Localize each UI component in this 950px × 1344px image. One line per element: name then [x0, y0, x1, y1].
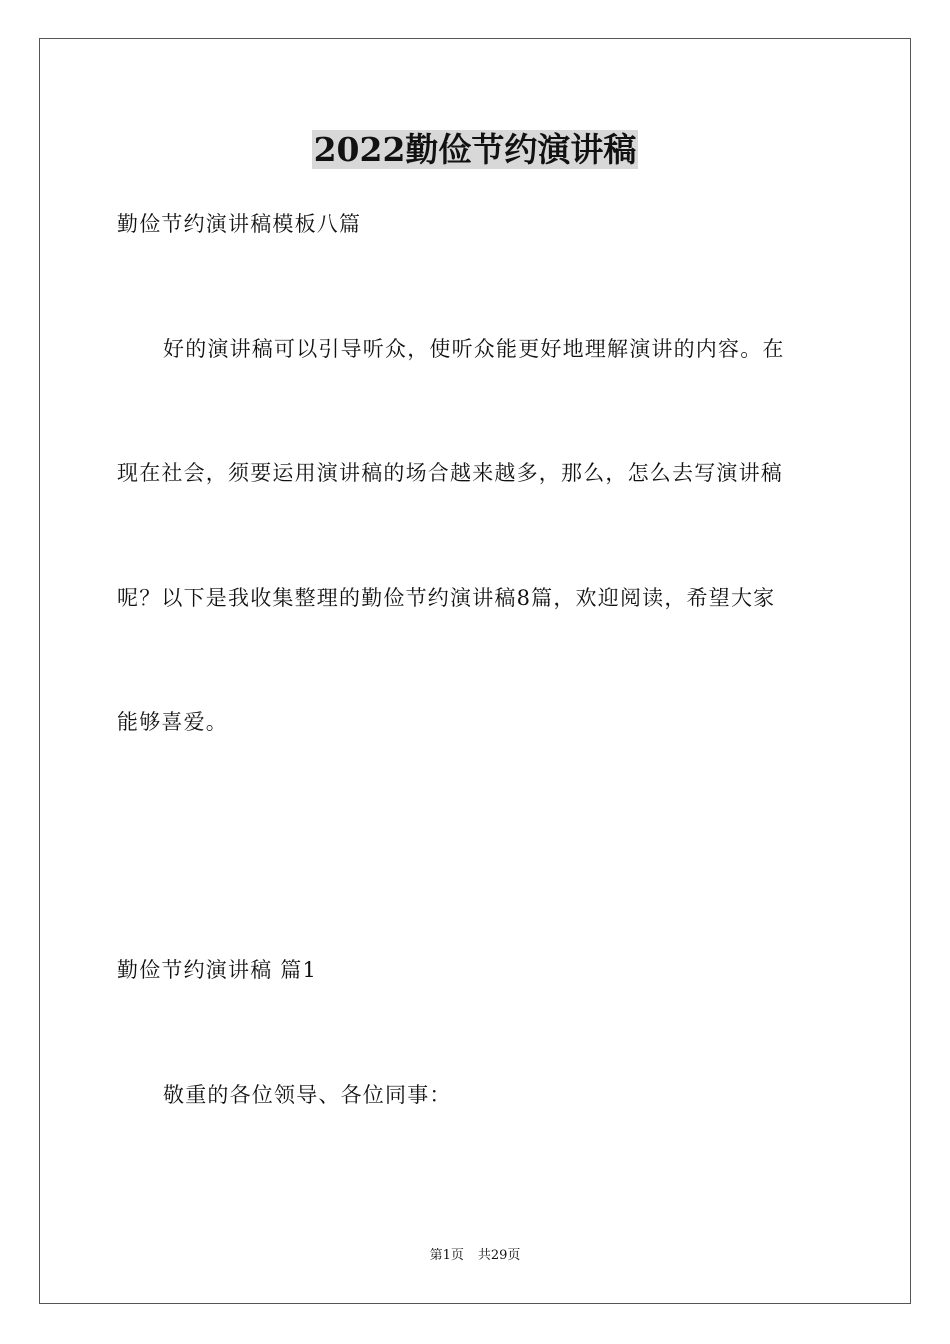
- page-footer: [0, 1247, 950, 1265]
- page-number: 第1页: [429, 1248, 464, 1263]
- page-total: 共29页: [477, 1248, 521, 1263]
- section-heading: 勤俭节约演讲稿 篇1: [117, 958, 318, 982]
- document-title-text: 2022勤俭节约演讲稿: [313, 130, 637, 169]
- document-title: [0, 128, 950, 172]
- intro-line-4: 能够喜爱。: [117, 710, 228, 734]
- intro-line-2: 现在社会，须要运用演讲稿的场合越来越多，那么，怎么去写演讲稿: [117, 461, 783, 485]
- intro-line-3: 呢？以下是我收集整理的勤俭节约演讲稿8篇，欢迎阅读，希望大家: [117, 586, 776, 610]
- intro-line-1: 好的演讲稿可以引导听众，使听众能更好地理解演讲的内容。在: [163, 337, 785, 361]
- salutation: 敬重的各位领导、各位同事：: [163, 1083, 452, 1107]
- document-subtitle: 勤俭节约演讲稿模板八篇: [117, 212, 362, 236]
